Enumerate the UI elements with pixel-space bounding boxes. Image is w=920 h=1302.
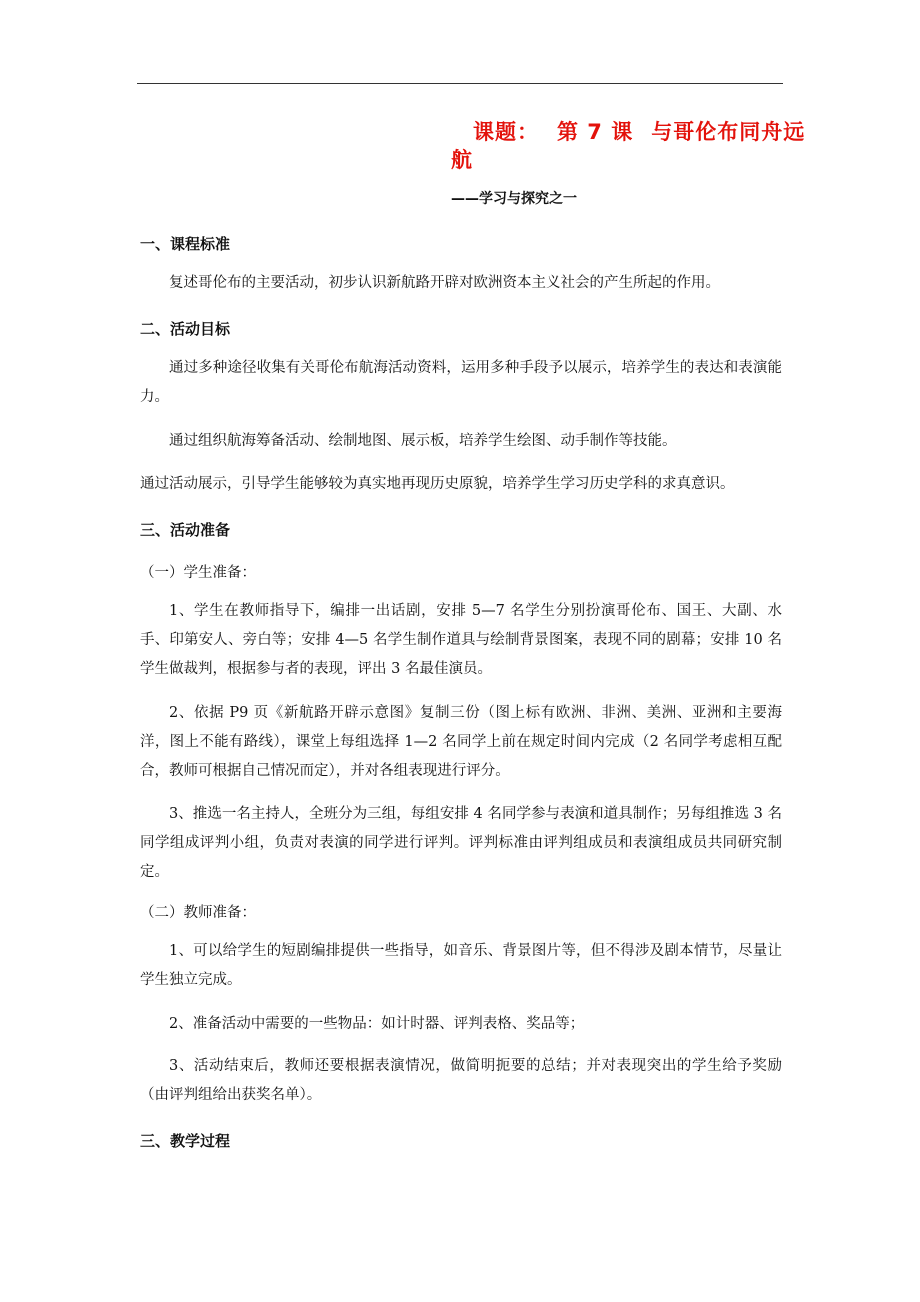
heading-activity-goals: 二、活动目标 <box>140 320 231 338</box>
teacher-preparation-label: （二）教师准备： <box>140 905 256 921</box>
heading-teaching-process: 三、教学过程 <box>140 1132 231 1150</box>
student-prep-item-2: 2、依据 P9 页《新航路开辟示意图》复制三份（图上标有欧洲、非洲、美洲、亚洲和主要海洋，图上不能有路线），课堂上每组选择 1—2 名同学上前在规定时间内完成（2 名同学考虑相互配合，教师可根据自己情况而定），并对各组表现进行评分。 <box>140 705 782 779</box>
heading-curriculum-standard: 一、课程标准 <box>140 235 231 253</box>
header-rule <box>137 83 783 84</box>
document-title <box>473 116 805 146</box>
student-prep-item-1: 1、学生在教师指导下，编排一出话剧，安排 5—7 名学生分别扮演哥伦布、国王、大副、水手、印第安人、旁白等；安排 4—5 名学生制作道具与绘制背景图案，表现不同的剧幕；安排 10 名学生做裁判，根据参与者的表现，评出 3 名最佳演员。 <box>140 603 782 677</box>
curriculum-standard-text: 复述哥伦布的主要活动，初步认识新航路开辟对欧洲资本主义社会的产生所起的作用。 <box>169 275 720 291</box>
document-title-continuation: 航 <box>451 148 473 172</box>
title-lesson-name: 与哥伦布同舟远 <box>651 120 806 144</box>
student-prep-item-3: 3、推选一名主持人，全班分为三组，每组安排 4 名同学参与表演和道具制作；另每组推选 3 名同学组成评判小组，负责对表演的同学进行评判。评判标准由评判组成员和表演组成员共同研究制定。 <box>140 806 782 880</box>
activity-goal-paragraph-2: 通过组织航海筹备活动、绘制地图、展示板，培养学生绘图、动手制作等技能。 <box>169 433 677 449</box>
teacher-prep-item-3: 3、活动结束后，教师还要根据表演情况，做简明扼要的总结；并对表现突出的学生给予奖励（由评判组给出获奖名单）。 <box>140 1058 782 1103</box>
activity-goal-paragraph-1: 通过多种途径收集有关哥伦布航海活动资料，运用多种手段予以展示，培养学生的表达和表演能力。 <box>140 360 782 405</box>
student-preparation-label: （一）学生准备： <box>140 565 256 581</box>
title-lesson-number: 第 7 课 <box>557 120 634 144</box>
heading-activity-preparation: 三、活动准备 <box>140 521 231 539</box>
teacher-prep-item-1: 1、可以给学生的短剧编排提供一些指导，如音乐、背景图片等，但不得涉及剧本情节，尽量让学生独立完成。 <box>140 943 782 988</box>
title-label: 课题： <box>473 120 539 144</box>
teacher-prep-item-2: 2、准备活动中需要的一些物品：如计时器、评判表格、奖品等； <box>169 1016 585 1032</box>
activity-goal-paragraph-3: 通过活动展示，引导学生能够较为真实地再现历史原貌，培养学生学习历史学科的求真意识。 <box>140 476 735 492</box>
document-subtitle: ——学习与探究之一 <box>451 191 577 207</box>
